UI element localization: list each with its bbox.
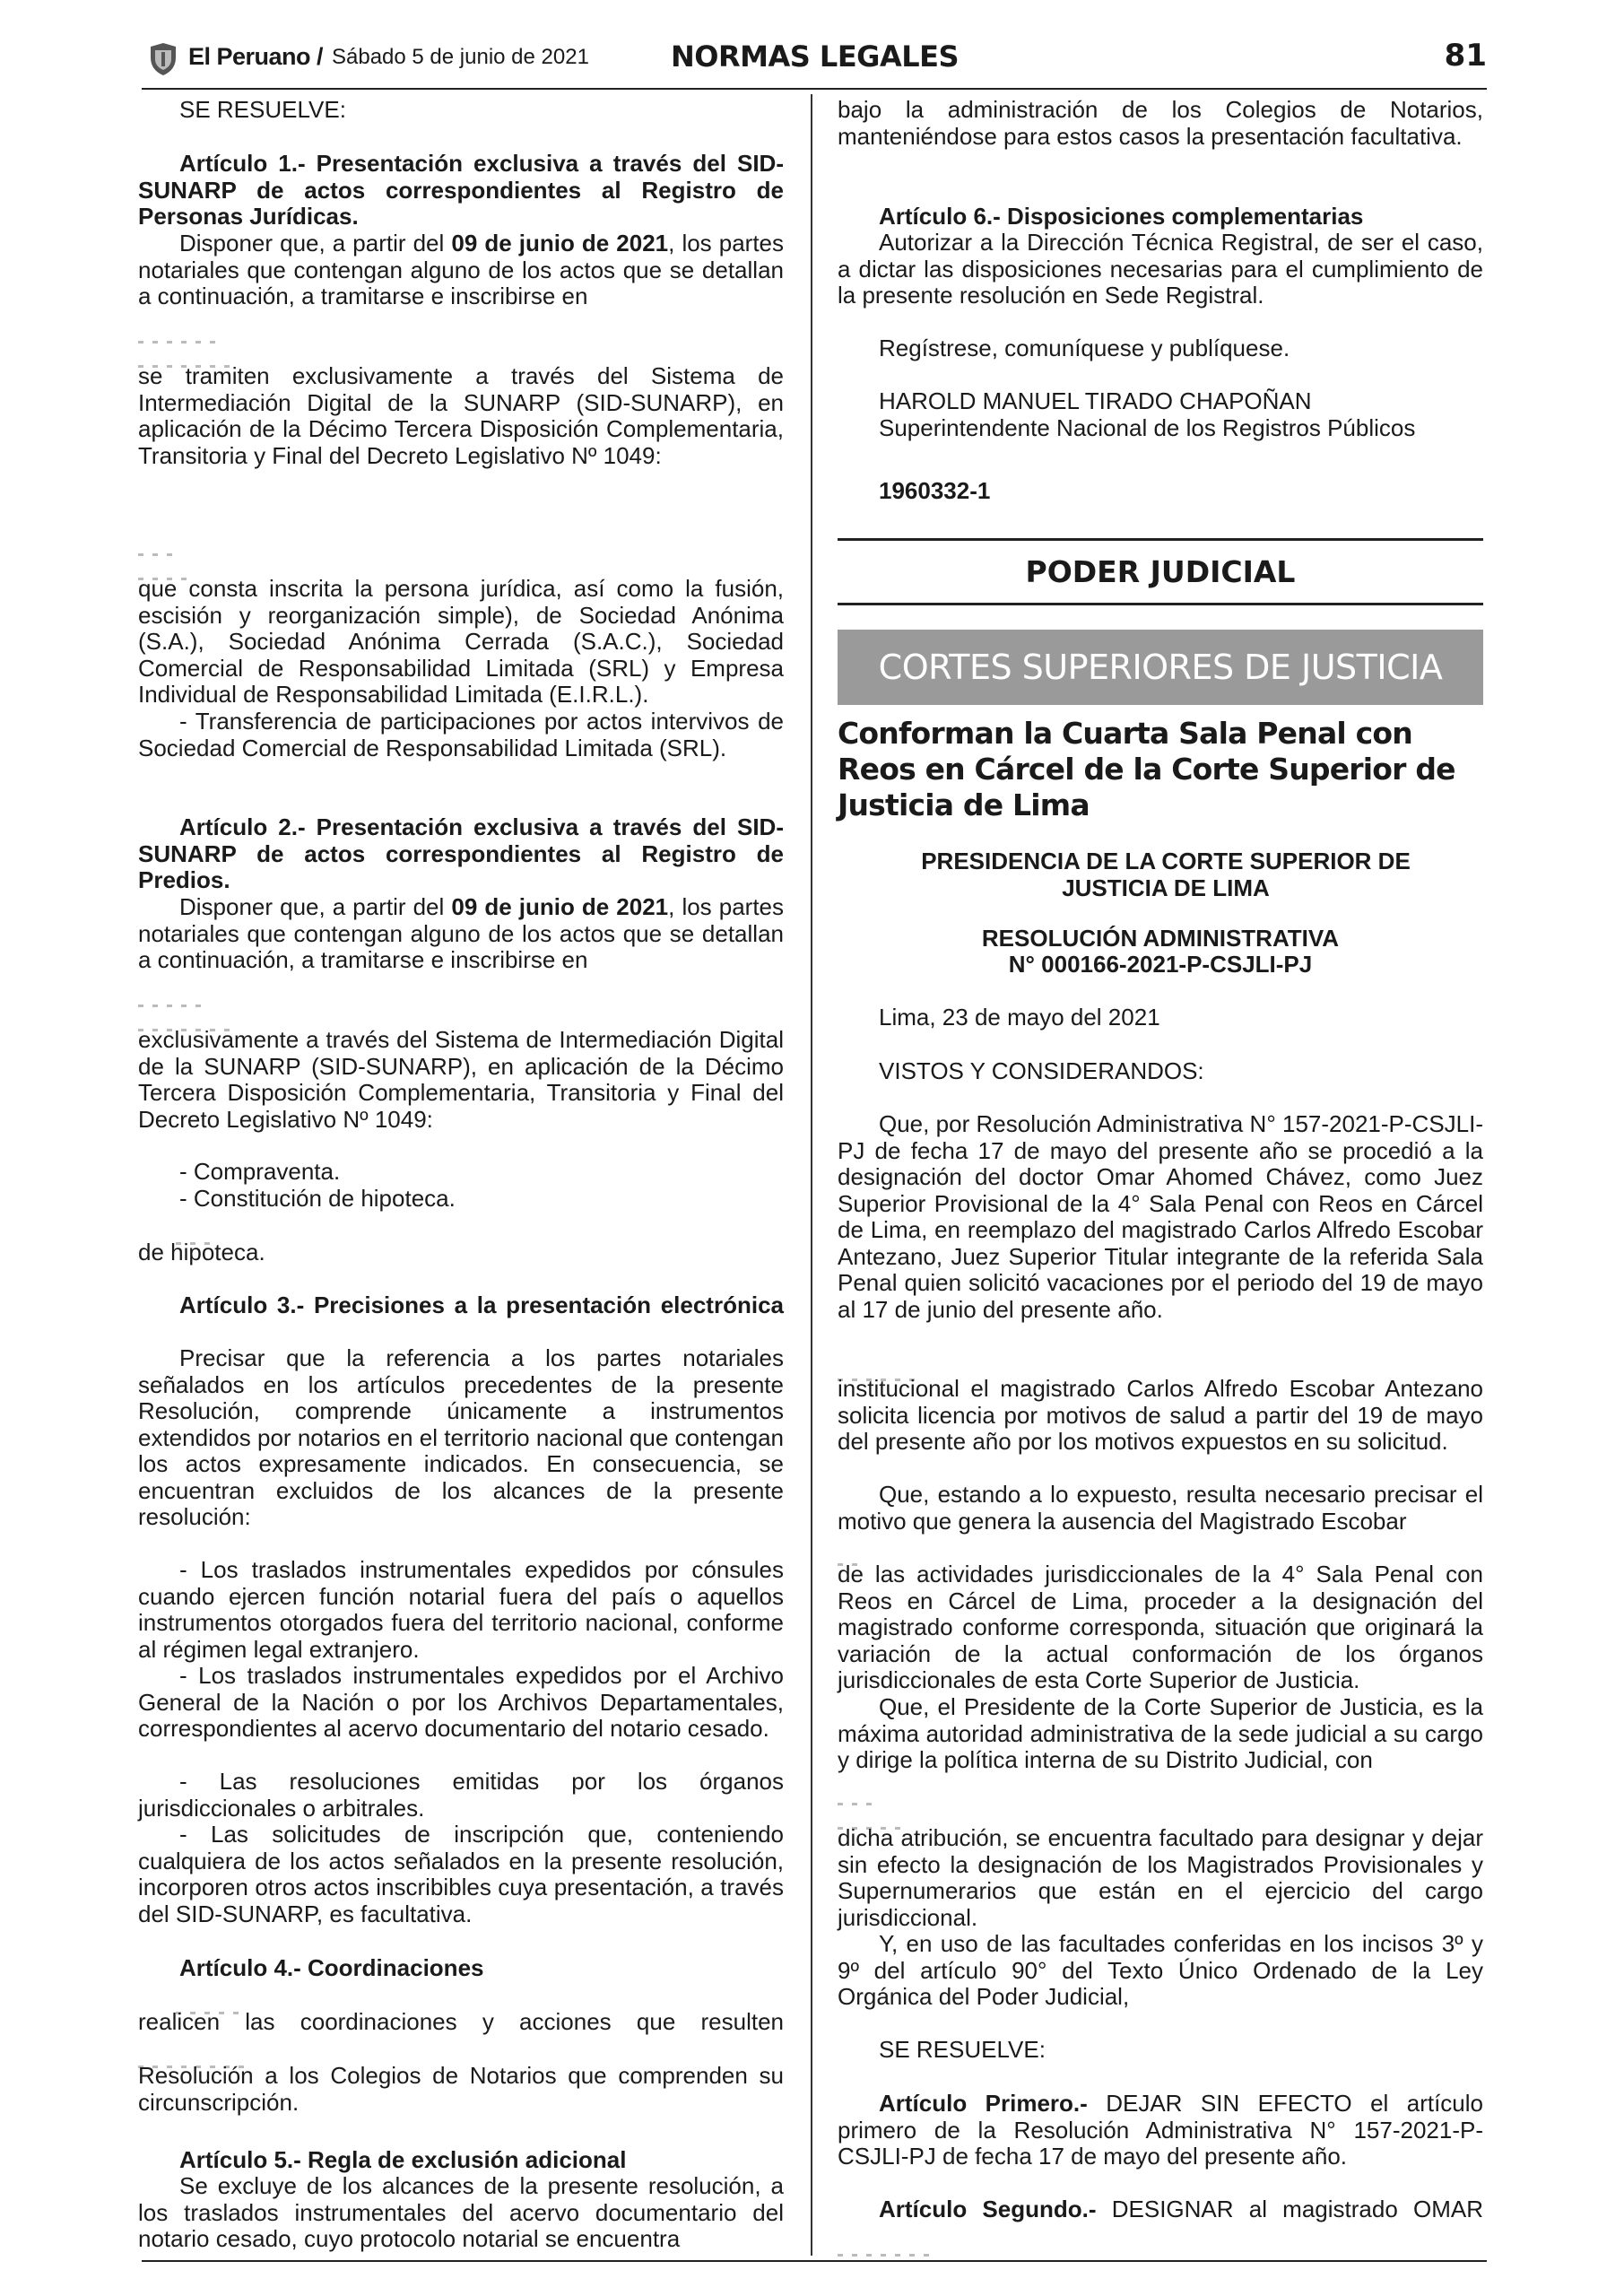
- faded-line: [838, 1794, 881, 1796]
- art4-paragraph-1: realicen las coordinaciones y acciones que resulten: [138, 2008, 784, 2035]
- issuing-body: PRESIDENCIA DE LA CORTE SUPERIOR DE JUSTICIA DE LIMA: [921, 848, 1411, 901]
- art2-paragraph-3: de hipoteca.: [138, 1239, 265, 1265]
- considerando-4: de las actividades jurisdiccionales de la 4° Sala Penal con Reos en Cárcel de Lima, proceder a la designación del magistrado conforme corresponda, situación que originará la variación de la actual conformación de los órganos jurisdiccionales de esta Corte Superior de Justicia.: [838, 1561, 1483, 1693]
- resolution-number: N° 000166-2021-P-CSJLI-PJ: [1008, 951, 1313, 978]
- place-date: Lima, 23 de mayo del 2021: [879, 1004, 1160, 1031]
- footer-rule: [142, 2260, 1487, 2262]
- resolution-title: RESOLUCIÓN ADMINISTRATIVA: [981, 925, 1340, 952]
- faded-line: [838, 1554, 866, 1557]
- articulo-primero: Artículo Primero.- DEJAR SIN EFECTO el artículo primero de la Resolución Administrativa N° 157-2021-P-CSJLI-PJ de fecha 17 de mayo del presente año.: [838, 2090, 1483, 2170]
- considerando-7: Y, en uso de las facultades conferidas en los incisos 3º y 9º del artículo 90° del Texto Único Ordenado de la Ley Orgánica del Poder Judicial,: [838, 1930, 1483, 2010]
- faded-line: [838, 2245, 938, 2248]
- section-title: NORMAS LEGALES: [671, 39, 959, 74]
- considerando-3: Que, estando a lo expuesto, resulta necesario precisar el motivo que genera la ausencia del Magistrado Escobar: [838, 1481, 1483, 1535]
- right-continuation: bajo la administración de los Colegios de Notarios, manteniéndose para estos casos la presentación facultativa.: [838, 96, 1483, 150]
- art2-item-compraventa: - Compraventa.: [179, 1158, 341, 1185]
- faded-line: [176, 2003, 248, 2005]
- closing-formula: Regístrese, comuníquese y publíquese.: [879, 335, 1290, 361]
- document-code: 1960332-1: [879, 477, 991, 504]
- considerando-6: dicha atribución, se encuentra facultado para designar y dejar sin efecto la designación de los Magistrados Provisionales y Supernumerarios que están en el ejercicio del cargo jurisdiccional.: [838, 1824, 1483, 1931]
- vistos-heading: VISTOS Y CONSIDERANDOS:: [879, 1057, 1204, 1084]
- art1-paragraph-3: que consta inscrita la persona jurídica, así como la fusión, escisión y reorganización simple), de Sociedad Anónima (S.A.), Sociedad Anónima Cerrada (S.A.C.), Sociedad Comercial de Responsabilidad Limitada (SRL) y Empresa Individual de Responsabilidad Limitada (E.I.R.L.).: [138, 575, 784, 708]
- art5-paragraph-1: Se excluye de los alcances de la presente resolución, a los traslados instrumentales del acervo documentario del notario cesado, cuyo protocolo notarial se encuentra: [138, 2172, 784, 2252]
- art3-bullet-4: - Las solicitudes de inscripción que, conteniendo cualquiera de los actos señalados en la presente resolución, incorporen otros actos inscribibles cuya presentación, a través del SID-SUNARP, es facultativa.: [138, 1821, 784, 1927]
- art3-title: Artículo 3.- Precisiones a la presentación electrónica: [179, 1292, 784, 1318]
- art3-paragraph-1: Precisar que la referencia a los partes notariales señalados en los artículos precedentes de la presente Resolución, comprende únicamente a instrumentos extendidos por notarios en el territorio nacional que contengan los actos expresamente indicados. En consecuencia, se encuentran excluidos de los alcances de la presente resolución:: [138, 1344, 784, 1530]
- art3-bullet-2: - Los traslados instrumentales expedidos por el Archivo General de la Nación o por los Archivos Departamentales, correspondientes al acervo documentario del notario cesado.: [138, 1662, 784, 1742]
- art4-title: Artículo 4.- Coordinaciones: [179, 1954, 484, 1981]
- section-poder-judicial: PODER JUDICIAL: [1025, 554, 1296, 589]
- page-number: 81: [1444, 38, 1487, 74]
- faded-line: [138, 996, 210, 998]
- faded-line: [138, 356, 239, 359]
- articulo-segundo: Artículo Segundo.- DESIGNAR al magistrado OMAR: [879, 2196, 1483, 2222]
- art4-paragraph-2: Resolución a los Colegios de Notarios que comprenden su circunscripción.: [138, 2062, 784, 2116]
- faded-line: [138, 2057, 253, 2059]
- art6-title: Artículo 6.- Disposiciones complementarias: [879, 203, 1364, 230]
- signer-name: HAROLD MANUEL TIRADO CHAPOÑAN: [879, 387, 1312, 414]
- art1-paragraph-4: - Transferencia de participaciones por actos intervivos de Sociedad Comercial de Responsabilidad Limitada (SRL).: [138, 708, 784, 761]
- signer-title: Superintendente Nacional de los Registros Públicos: [879, 414, 1416, 441]
- section-rule-top: [838, 538, 1483, 541]
- coat-of-arms-icon: [147, 41, 179, 77]
- considerando-2: institucional el magistrado Carlos Alfredo Escobar Antezano solicita licencia por motivos de salud a partir del 19 de mayo del presente año por los motivos expuestos en su solicitud.: [838, 1375, 1483, 1455]
- faded-line: [838, 1818, 909, 1821]
- faded-line: [838, 1370, 924, 1372]
- art1-title: Artículo 1.- Presentación exclusiva a través del SID-SUNARP de actos correspondientes al Registro de Personas Jurídicas.: [138, 150, 784, 230]
- faded-line: [138, 569, 195, 571]
- art1-paragraph-1: Disponer que, a partir del 09 de junio de 2021, los partes notariales que contengan alguno de los actos que se detallan a continuación, a tramitarse e inscribirse en: [138, 230, 785, 309]
- art2-title: Artículo 2.- Presentación exclusiva a través del SID-SUNARP de actos correspondientes al Registro de Predios.: [138, 813, 784, 893]
- art2-item-hipoteca: - Constitución de hipoteca.: [179, 1185, 456, 1212]
- left-se-resuelve: SE RESUELVE:: [179, 96, 346, 123]
- page-header: [142, 34, 1487, 86]
- art2-paragraph-2: exclusivamente a través del Sistema de Intermediación Digital de la SUNARP (SID-SUNARP), en aplicación de la Décimo Tercera Disposición Complementaria, Transitoria y Final del Decreto Legislativo Nº 1049:: [138, 1026, 784, 1133]
- art3-bullet-1: - Los traslados instrumentales expedidos por cónsules cuando ejercen función notarial fuera del país o aquellos instrumentos otorgados fuera del territorio nacional, conforme al régimen legal extranjero.: [138, 1556, 784, 1663]
- header-rule: [142, 88, 1487, 90]
- faded-line: [138, 332, 224, 335]
- newspaper-brand: El Peruano /: [188, 43, 324, 70]
- right-se-resuelve: SE RESUELVE:: [879, 2036, 1046, 2063]
- art2-paragraph-1: Disponer que, a partir del 09 de junio de 2021, los partes notariales que contengan alguno de los actos que se detallan a continuación, a tramitarse e inscribirse en: [138, 893, 785, 973]
- subsection-banner: CORTES SUPERIORES DE JUSTICIA: [838, 630, 1483, 705]
- considerando-5: Que, el Presidente de la Corte Superior de Justicia, es la máxima autoridad administrativa de la sede judicial a su cargo y dirige la política interna de su Distrito Judicial, con: [838, 1693, 1483, 1773]
- section-rule-bottom: [838, 603, 1483, 605]
- issue-date: Sábado 5 de junio de 2021: [332, 45, 589, 69]
- faded-line: [176, 1233, 219, 1236]
- considerando-1: Que, por Resolución Administrativa N° 157-2021-P-CSJLI-PJ de fecha 17 de mayo del presente año se procedió a la designación del doctor Omar Ahomed Chávez, como Juez Superior Provisional de la 4° Sala Penal con Reos en Cárcel de Lima, en reemplazo del magistrado Carlos Alfredo Escobar Antezano, Juez Superior Titular integrante de la referida Sala Penal quien solicitó vacaciones por el periodo del 19 de mayo al 17 de junio del presente año.: [838, 1110, 1483, 1323]
- art1-paragraph-2: se tramiten exclusivamente a través del Sistema de Intermediación Digital de la SUNARP (SID-SUNARP), en aplicación de la Décimo Tercera Disposición Complementaria, Transitoria y Final del Decreto Legislativo Nº 1049:: [138, 362, 784, 469]
- faded-line: [138, 1020, 239, 1022]
- art5-title: Artículo 5.- Regla de exclusión adicional: [179, 2146, 627, 2173]
- faded-line: [138, 544, 181, 547]
- art6-paragraph-1: Autorizar a la Dirección Técnica Registral, de ser el caso, a dictar las disposiciones necesarias para el cumplimiento de la presente resolución en Sede Registral.: [838, 229, 1483, 309]
- article-headline: Conforman la Cuarta Sala Penal con Reos en Cárcel de la Corte Superior de Justicia de Lima: [838, 716, 1455, 822]
- art3-bullet-3: - Las resoluciones emitidas por los órganos jurisdiccionales o arbitrales.: [138, 1768, 784, 1822]
